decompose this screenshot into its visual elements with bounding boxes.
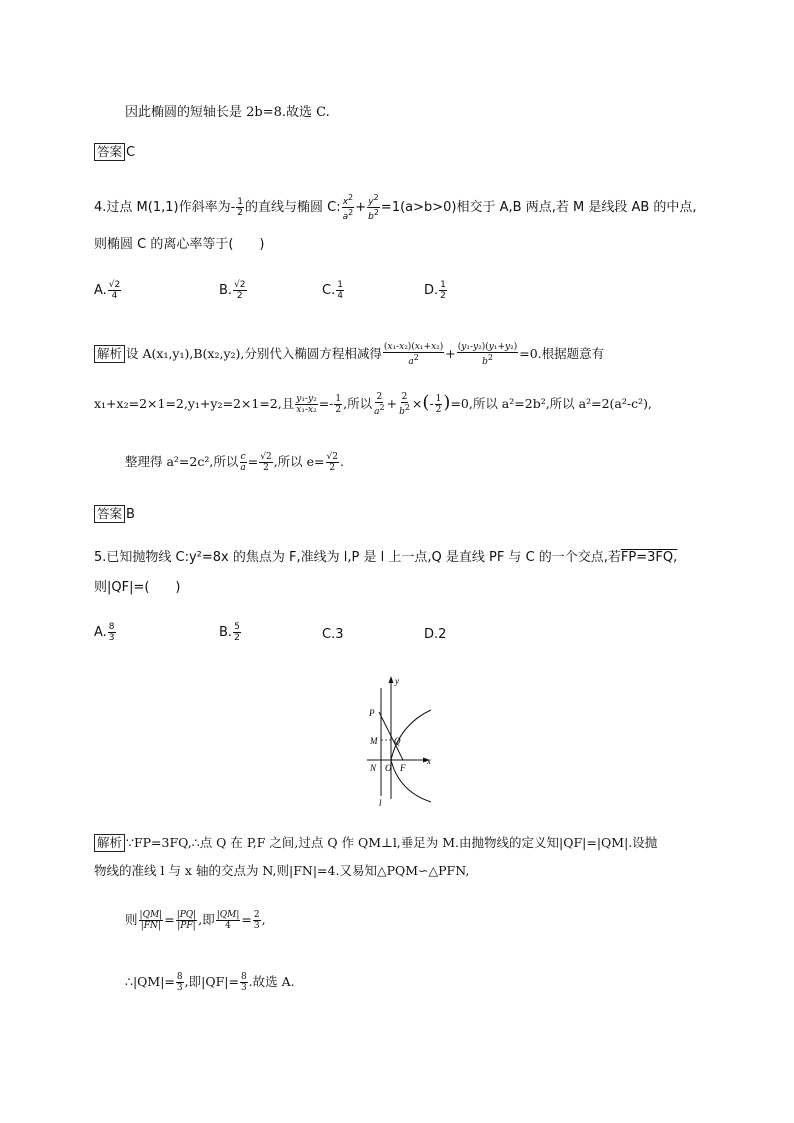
q4-option-b[interactable]: B. $\frac{√2}{2}$ bbox=[219, 280, 246, 301]
q4-solution-line2: x₁+x₂=2×1=2,y₁+y₂=2×1=2,且 $\frac{\text{y₁-y₂}}{\text{x₁-x₂}}$ =- $\frac{1}{2}$ ,所以 $\frac{2}{a^2}$ + $\frac{2}{b^2}$ ×(- $\frac{1}{2}$ )=0,所以 a²=2b²,所以 a²=2(a²-c²), bbox=[94, 392, 652, 417]
answer-tag: 答案 bbox=[94, 143, 125, 161]
q4-option-c[interactable]: C. $\frac{1}{4}$ bbox=[322, 280, 343, 301]
label-n: N bbox=[370, 763, 377, 773]
parabola-figure bbox=[353, 674, 453, 809]
q4-answer bbox=[94, 505, 135, 523]
answer-value: C bbox=[126, 145, 136, 160]
q3-answer bbox=[94, 143, 135, 161]
q5-option-c[interactable]: C.3 bbox=[322, 627, 344, 642]
x-over-a-fraction: $\frac{x^2}{a^2}$ bbox=[342, 193, 354, 222]
parabola-curve bbox=[391, 710, 431, 802]
q4-solution-line1: 解析 设 A(x₁,y₁),B(x₂,y₂),分别代入椭圆方程相减得 $\frac{\text{(x₁-x₂)(x₁+x₂)}}{a^2}$ + $\frac{\text{(y₁-y₂)(y₁+y₂)}}{b^2}$ =0.根据题意有 bbox=[94, 342, 604, 367]
label-m: M bbox=[370, 736, 378, 746]
y-over-b-fraction: $\frac{y^2}{b^2}$ bbox=[368, 193, 379, 222]
label-p: P bbox=[369, 708, 375, 718]
label-q: Q bbox=[394, 736, 401, 746]
label-x: x bbox=[427, 756, 431, 766]
q5-option-d[interactable]: D.2 bbox=[424, 627, 447, 642]
q4-stem-line2: 则椭圆 C 的离心率等于( ) bbox=[94, 237, 265, 252]
vector-equation: FP=3FQ, bbox=[620, 550, 678, 565]
q5-solution-line2: 物线的准线 l 与 x 轴的交点为 N,则|FN|=4.又易知△PQM∽△PFN, bbox=[94, 863, 470, 878]
label-o: O bbox=[385, 763, 392, 773]
q5-option-a[interactable]: A. $\frac{8}{3}$ bbox=[94, 622, 115, 643]
analysis-tag: 解析 bbox=[94, 345, 125, 363]
slope-fraction: $\frac{1}{2}$ bbox=[237, 197, 243, 218]
q5-option-b[interactable]: B. $\frac{5}{2}$ bbox=[219, 622, 240, 643]
q5-solution-line4: ∴|QM|= $\frac{8}{3}$ ,即|QF|= $\frac{8}{3}$ .故选 A. bbox=[125, 972, 295, 993]
q5-stem-line1: 5.已知抛物线 C:y²=8x 的焦点为 F,准线为 l,P 是 l 上一点,Q 是直线 PF 与 C 的一个交点,若FP=3FQ, bbox=[94, 550, 678, 565]
q4-solution-line3: 整理得 a²=2c²,所以 $\frac{c}{a}$ = $\frac{√2}{2}$ ,所以 e= $\frac{√2}{2}$ . bbox=[125, 452, 344, 473]
analysis-tag: 解析 bbox=[94, 834, 125, 852]
q5-stem-line2: 则|QF|=( ) bbox=[94, 580, 181, 595]
answer-value: B bbox=[126, 507, 135, 522]
q5-solution-line3: 则 $\frac{|QM|}{|FN|}$ = $\frac{|PQ|}{|PF|}$ ,即 $\frac{|QM|}{4}$ = $\frac{2}{3}$ , bbox=[125, 910, 266, 931]
q4-option-d[interactable]: D. $\frac{1}{2}$ bbox=[424, 280, 446, 301]
conclusion-line: 因此椭圆的短轴长是 2b=8.故选 C. bbox=[125, 105, 330, 120]
q5-solution-line1: 解析 ∵FP=3FQ,∴点 Q 在 P,F 之间,过点 Q 作 QM⊥l,垂足为 M.由抛物线的定义知|QF|=|QM|.设抛 bbox=[94, 833, 657, 852]
y-axis-arrow bbox=[389, 676, 394, 683]
label-y: y bbox=[395, 676, 399, 686]
q4-option-a[interactable]: A. $\frac{√2}{4}$ bbox=[94, 280, 121, 301]
q4-stem-line1: 4.过点 M(1,1)作斜率为- $\frac{1}{2}$ 的直线与椭圆 C: $\frac{x^2}{a^2}$ + $\frac{y^2}{b^2}$ =1(a>b>0)相交于 A,B 两点,若 M 是线段 AB 的中点, bbox=[94, 193, 697, 222]
answer-tag: 答案 bbox=[94, 505, 125, 523]
label-l: l bbox=[379, 798, 382, 808]
label-f: F bbox=[400, 763, 406, 773]
